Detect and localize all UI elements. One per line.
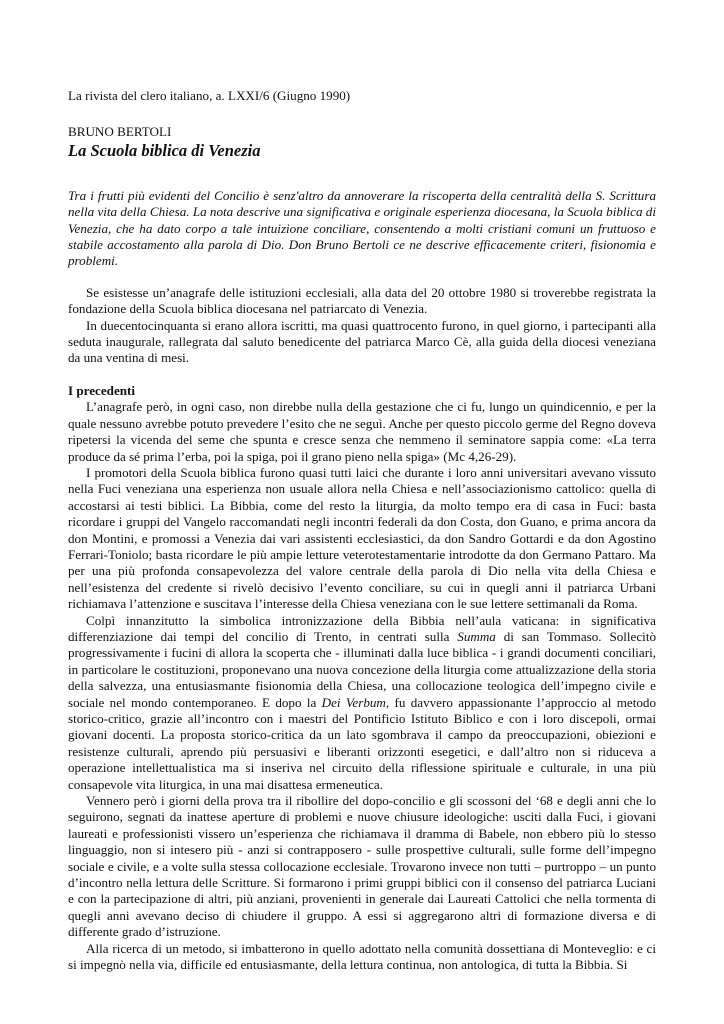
body-paragraph: [68, 613, 656, 793]
body-text: di san Tommaso. Sollecitò progressivamente i fucini di allora la scoperta che - illuminati dalla luce biblica - i grandi documenti conciliari, in particolare le costituzioni, proponevano una nuova concezione della liturgia come attualizzazione della storia della salvezza, una entusiasmante fisionomia della Chiesa, una collocazione teologica dell’impegno civile e sociale nel mondo contemporaneo. E dopo la: [68, 628, 656, 710]
intro-paragraph: In duecentocinquanta si erano allora iscritti, ma quasi quattrocento furono, in quel giorno, i partecipanti alla seduta inaugurale, rallegrata dal saluto benedicente del patriarca Marco Cè, alla guida della diocesi veneziana da una ventina di mesi.: [68, 317, 656, 366]
body-paragraph: L’anagrafe però, in ogni caso, non direbbe nulla della gestazione che ci fu, lungo un quindicennio, e per la quale nessuno avrebbe potuto prevedere l’esito che ne seguì. Anche per questo piccolo germe del Regno doveva ripetersi la vicenda del seme che spunta e cresce senza che nemmeno il seminatore sappia come: «La terra produce da sé prima l’erba, poi la spiga, poi il grano pieno nella spiga» (Mc 4,26-29).: [68, 399, 656, 464]
document-page: [68, 88, 656, 974]
author-name: BRUNO BERTOLI: [68, 124, 172, 140]
body-paragraph: I promotori della Scuola biblica furono quasi tutti laici che durante i loro anni universitari avevano vissuto nella Fuci veneziana una esperienza non usuale allora nella Chiesa e nell’associazionismo cattolico: quella di accostarsi ai testi biblici. La Bibbia, come del resto la liturgia, da molto tempo era di casa in Fuci: basta ricordare i gruppi del Vangelo raccomandati negli incontri federali da don Costa, don Guano, e prima ancora da don Montini, e promossi a Venezia dai vari assistenti ecclesiastici, da don Sandro Gottardi e da don Agostino Ferrari-Toniolo; basta ricordare le più ampie letture veterotestamentarie introdotte da don Germano Pattaro. Ma per una più profonda consapevolezza del valore centrale della parola di Dio nella vita della Chiesa e nell’esistenza del credente si rivelò decisivo l’evento conciliare, su cui in quegli anni il patriarca Urbani richiamava l’attenzione e suscitava l’interesse della Chiesa veneziana con le sue lettere settimanali da Roma.: [68, 464, 656, 612]
body-paragraph: Alla ricerca di un metodo, si imbatterono in quello adottato nella comunità dossettiana di Monteveglio: e ci si impegnò nella via, difficile ed entusiasmante, della lettura continua, non antologica, di tutta la Bibbia. Si: [68, 940, 656, 973]
abstract: Tra i frutti più evidenti del Concilio è senz'altro da annoverare la riscoperta della centralità della S. Scrittura nella vita della Chiesa. La nota descrive una significativa e originale esperienza diocesana, la Scuola biblica di Venezia, che ha dato corpo a tale intuizione conciliare, consentendo a molti cristiani comuni un fruttuoso e stabile accostamento alla parola di Dio. Don Bruno Bertoli ce ne descrive efficacemente criteri, fisionomia e problemi.: [68, 187, 656, 269]
journal-citation: La rivista del clero italiano, a. LXXI/6 (Giugno 1990): [68, 88, 351, 103]
body-text: , fu davvero appassionante l’approccio al metodo storico-critico, grazie all’incontro con i maestri del Pontificio Istituto Biblico e con i loro discepoli, ormai giovani docenti. La proposta storico-critica da un lato sgombrava il campo da preoccupazioni, obiezioni e resistenze culturali, aprendo più persuasivi e liberanti orizzonti esegetici, e dall’altro non si riduceva a operazione intellettualistica ma si inseriva nel circuito della riflessione spirituale e culturale, in una più consapevole vita liturgica, in una mai disattesa ermeneutica.: [68, 694, 656, 792]
intro-paragraph: Se esistesse un’anagrafe delle istituzioni ecclesiali, alla data del 20 ottobre 1980 si troverebbe registrata la fondazione della Scuola biblica diocesana nel patriarcato di Venezia.: [68, 284, 656, 317]
body-text: Colpì innanzitutto la simbolica intronizzazione della Bibbia nell’aula vaticana: in significativa differenziazione dai tempi del concilio di Trento, in centrati sulla: [68, 612, 656, 644]
spacer: [68, 367, 656, 383]
section-heading: I precedenti: [68, 382, 136, 398]
body-paragraph: Vennero però i giorni della prova tra il ribollire del dopo-concilio e gli scossoni del ‘68 e degli anni che lo seguirono, segnati da inattese aperture di problemi e nuove chiusure ideologiche: usciti dalla Fuci, i giovani laureati e professionisti vissero un’esperienza che richiamava il dramma di Babele, non ebbero più lo stesso linguaggio, non si intesero più - anzi si contrapposero - sulle prospettive culturali, sulle forme dell’impegno sociale e civile, e a volte sulla stessa collocazione ecclesiale. Trovarono invece non tutti – purtroppo – un punto d’incontro nella lettura delle Scritture. Si formarono i primi gruppi biblici con il consenso del patriarca Luciani e con la partecipazione di altri, più anziani, provenienti in generale dai Laureati Cattolici che nella tormenta di quegli anni avevano deciso di chiudere il gruppo. A essi si aggregarono altri di formazione diversa e di differente grado d’istruzione.: [68, 793, 656, 940]
italic-term-dei-verbum: Dei Verbum: [321, 694, 386, 710]
article-title: La Scuola biblica di Venezia: [68, 140, 261, 160]
italic-term-summa: Summa: [457, 628, 496, 644]
